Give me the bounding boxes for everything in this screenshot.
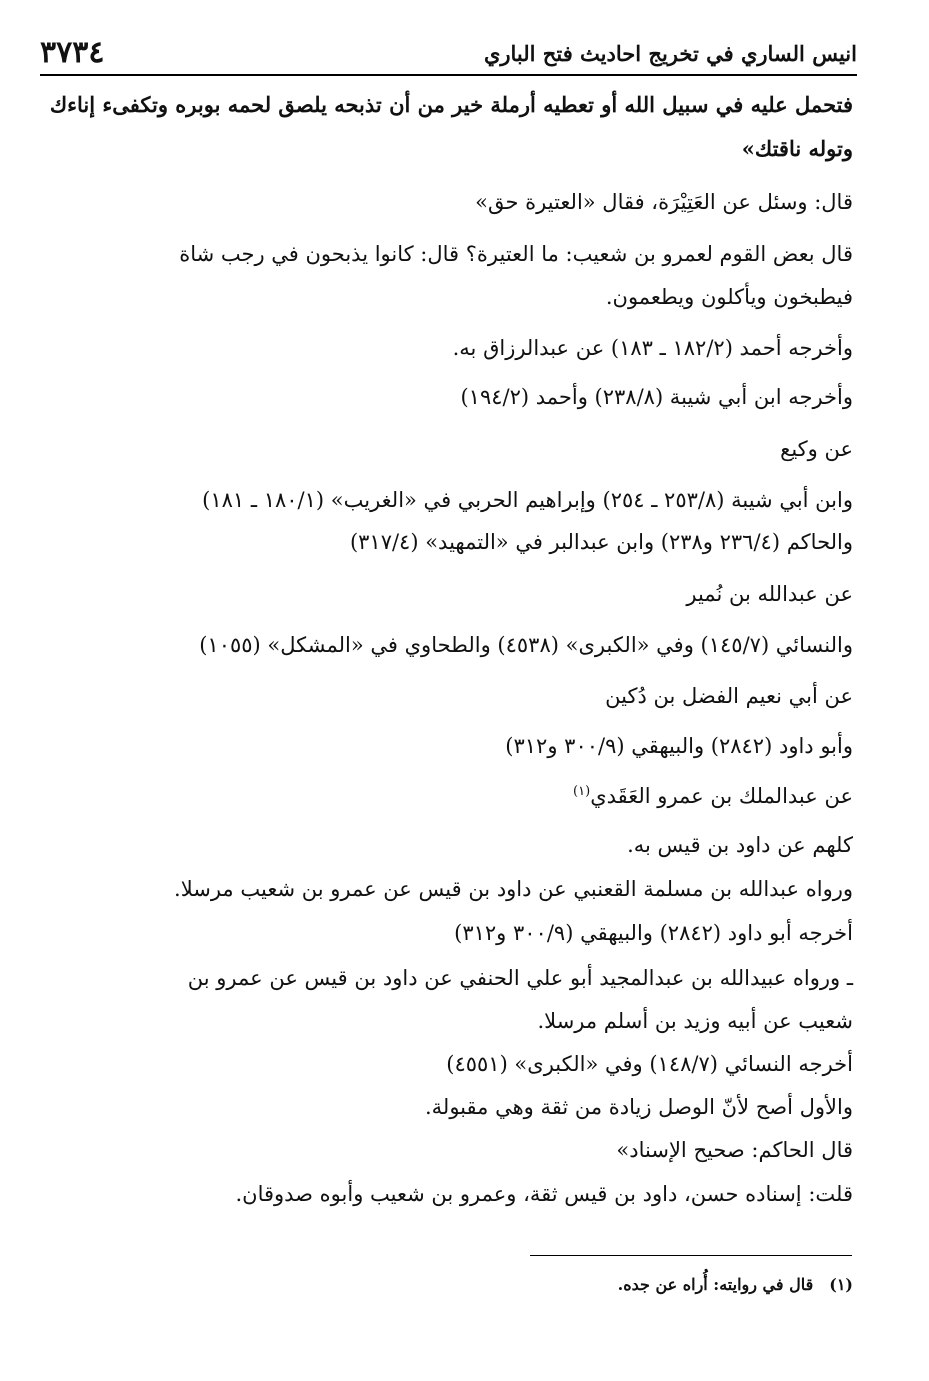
- line-text: قال: وسئل عن العَتِيْرَة، فقال «العتيرة حق»: [475, 190, 853, 214]
- line-text: أخرجه أبو داود (٢٨٤٢) والبيهقي (٣٠٠/٩ و٣١٢): [454, 921, 853, 945]
- footnote: [618, 1275, 853, 1294]
- footnote-number: (١): [829, 1275, 853, 1294]
- line-text: أخرجه النسائي (١٤٨/٧) وفي «الكبرى» (٤٥٥١): [446, 1052, 853, 1076]
- text-line: [573, 784, 853, 808]
- text-line: [188, 966, 853, 990]
- line-text: قال الحاكم: صحيح الإسناد»: [616, 1138, 853, 1162]
- footnote-text: قال في روايته: أُراه عن جده.: [617, 1275, 814, 1294]
- text-line: [742, 136, 853, 161]
- running-title: انيس الساري في تخريج احاديث فتح الباري: [483, 41, 857, 66]
- text-line: [686, 582, 853, 606]
- text-line: [475, 190, 853, 214]
- line-text: عن عبدالملك بن عمرو العَقَدي: [590, 784, 853, 808]
- text-line: [537, 1009, 853, 1033]
- line-text: عن أبي نعيم الفضل بن دُكين: [605, 684, 853, 708]
- line-text: شعيب عن أبيه وزيد بن أسلم مرسلا.: [537, 1009, 853, 1033]
- text-line: [780, 437, 853, 461]
- line-text: فيطبخون ويأكلون ويطعمون.: [605, 285, 853, 309]
- line-text: وتوله ناقتك»: [741, 136, 853, 161]
- page-number: ٣٧٣٤: [40, 35, 105, 70]
- text-line: [627, 833, 853, 857]
- line-text: عن عبدالله بن نُمير: [686, 582, 853, 606]
- line-text: قلت: إسناده حسن، داود بن قيس ثقة، وعمرو بن شعيب وأبوه صدوقان.: [235, 1182, 853, 1206]
- footnote-marker: (١): [573, 784, 591, 799]
- text-line: [446, 1052, 853, 1076]
- line-text: وأخرجه ابن أبي شيبة (٢٣٨/٨) وأحمد (١٩٤/٢): [460, 385, 853, 409]
- text-line: [235, 1182, 853, 1206]
- text-line: [460, 385, 853, 409]
- text-line: [50, 92, 853, 117]
- text-line: [616, 1138, 853, 1162]
- text-line: [454, 921, 853, 945]
- text-line: [202, 488, 853, 512]
- line-text: قال بعض القوم لعمرو بن شعيب: ما العتيرة؟ قال: كانوا يذبحون في رجب شاة: [179, 242, 853, 266]
- line-text: وأخرجه أحمد (١٨٢/٢ ـ ١٨٣) عن عبدالرزاق به.: [452, 336, 853, 360]
- line-text: والحاكم (٢٣٦/٤ و٢٣٨) وابن عبدالبر في «التمهيد» (٣١٧/٤): [349, 530, 853, 554]
- text-line: [425, 1095, 853, 1119]
- text-line: [199, 633, 853, 657]
- line-text: ورواه عبدالله بن مسلمة القعنبي عن داود بن قيس عن عمرو بن شعيب مرسلا.: [174, 877, 853, 901]
- text-line: [605, 684, 853, 708]
- line-text: والأول أصح لأنّ الوصل زيادة من ثقة وهي مقبولة.: [425, 1095, 853, 1119]
- text-line: [179, 242, 853, 266]
- text-line: [606, 285, 853, 309]
- line-text: وأبو داود (٢٨٤٢) والبيهقي (٣٠٠/٩ و٣١٢): [505, 734, 853, 758]
- text-line: [453, 336, 853, 360]
- line-text: ـ ورواه عبيدالله بن عبدالمجيد أبو علي الحنفي عن داود بن قيس عن عمرو بن: [187, 966, 853, 990]
- line-text: فتحمل عليه في سبيل الله أو تعطيه أرملة خير من أن تذبحه يلصق لحمه بوبره وتكفىء إناءك: [49, 92, 853, 117]
- line-text: والنسائي (١٤٥/٧) وفي «الكبرى» (٤٥٣٨) والطحاوي في «المشكل» (١٠٥٥): [199, 633, 853, 657]
- footnote-divider: [530, 1255, 852, 1256]
- text-line: [174, 877, 853, 901]
- line-text: وابن أبي شيبة (٢٥٣/٨ ـ ٢٥٤) وإبراهيم الحربي في «الغريب» (١٨٠/١ ـ ١٨١): [202, 488, 853, 512]
- line-text: كلهم عن داود بن قيس به.: [627, 833, 853, 857]
- line-text: عن وكيع: [780, 437, 853, 461]
- text-line: [505, 734, 853, 758]
- text-line: [350, 530, 853, 554]
- page-header: [40, 26, 857, 76]
